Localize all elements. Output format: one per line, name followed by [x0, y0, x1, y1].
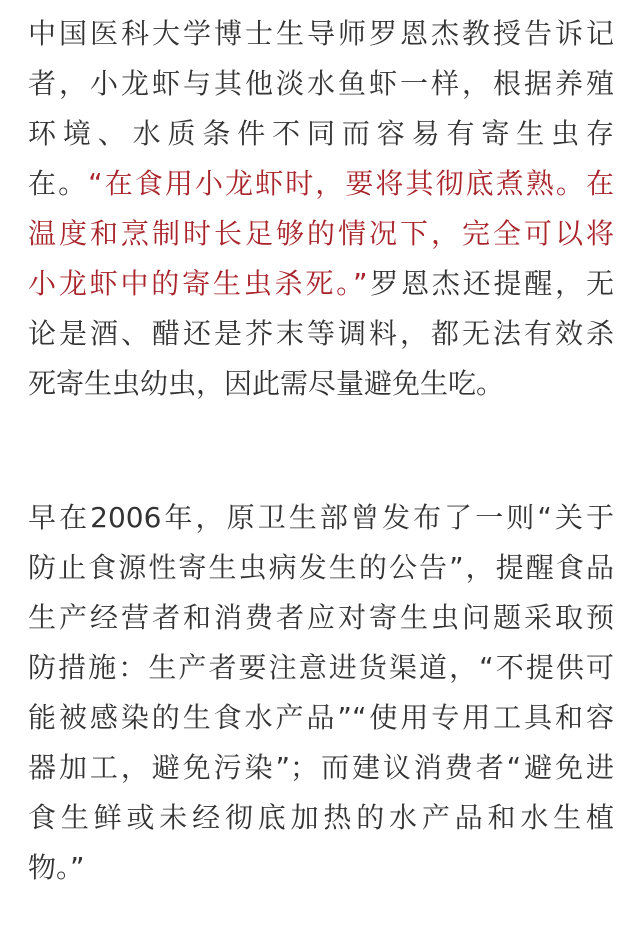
text-line [28, 309, 614, 359]
article-paragraph-1 [28, 9, 614, 409]
text-line [28, 543, 614, 593]
text-line [28, 259, 614, 309]
text-line [28, 743, 614, 793]
text-line [28, 843, 614, 893]
text-line [28, 59, 614, 109]
article-paragraph-2 [28, 493, 614, 893]
text-line [28, 159, 614, 209]
body-text: 在。 [28, 167, 89, 200]
body-text: 中国医科大学博士生导师罗恩杰教授告诉记 [28, 17, 614, 50]
text-line [28, 109, 614, 159]
body-text: 死寄生虫幼虫，因此需尽量避免生吃。 [28, 367, 505, 400]
body-text: 食生鲜或未经彻底加热的水产品和水生植 [28, 801, 614, 834]
body-text: 能被感染的生食水产品”“使用专用工具和容 [28, 701, 614, 734]
body-text: 者，小龙虾与其他淡水鱼虾一样，根据养殖 [28, 67, 614, 100]
body-text: 罗恩杰还提醒，无 [367, 267, 614, 300]
body-text: 早在2006年，原卫生部曾发布了一则“关于 [28, 501, 614, 534]
body-text: 生产经营者和消费者应对寄生虫问题采取预 [28, 601, 614, 634]
text-line [28, 209, 614, 259]
text-line [28, 359, 614, 409]
body-text: 物。” [28, 851, 85, 884]
text-line [28, 593, 614, 643]
body-text: 器加工，避免污染”；而建议消费者“避免进 [28, 751, 614, 784]
text-line [28, 643, 614, 693]
text-line [28, 793, 614, 843]
highlighted-quote-text: 小龙虾中的寄生虫杀死。” [28, 267, 368, 300]
highlighted-quote-text: 温度和烹制时长足够的情况下，完全可以将 [28, 217, 614, 250]
text-line [28, 693, 614, 743]
body-text: 防措施：生产者要注意进货渠道，“不提供可 [28, 651, 614, 684]
text-line [28, 9, 614, 59]
body-text: 论是酒、醋还是芥末等调料，都无法有效杀 [28, 317, 614, 350]
body-text: 环境、水质条件不同而容易有寄生虫存 [28, 117, 614, 150]
text-line [28, 493, 614, 543]
body-text: 防止食源性寄生虫病发生的公告”，提醒食品 [28, 551, 614, 584]
highlighted-quote-text: “在食用小龙虾时，要将其彻底煮熟。在 [88, 167, 614, 200]
